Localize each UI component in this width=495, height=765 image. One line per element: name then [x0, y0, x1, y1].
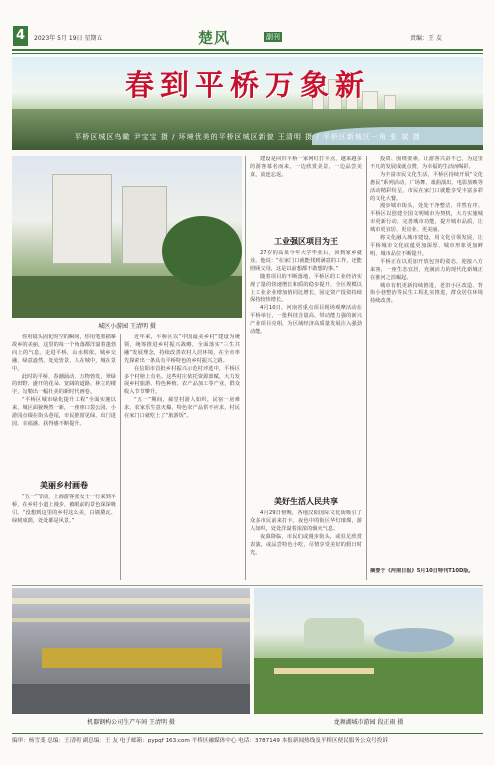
paragraph: 4月29日傍晚，各地汉阳国际文化街吸引了众多市民前来打卡，夜色中的街区华灯璀璨，游人如织，处处洋溢着浓浓的烟火气息。	[250, 510, 362, 532]
tree	[162, 216, 242, 286]
photo-caption: 机器钢构公司生产车间 王清明 摄	[87, 719, 175, 726]
issue-date: 2023年 5月 19日 星期五	[34, 35, 103, 42]
lake	[374, 628, 454, 652]
pavilion	[304, 618, 364, 648]
lake-park-photo	[254, 588, 483, 714]
factory-floor	[12, 684, 250, 714]
paragraph: 在信阳市首批乡村振兴示范村评选中，平桥区多个村榜上有名。这些村庄依托资源禀赋，大力发展乡村旅游、特色种植、农产品加工等产业，群众收入节节攀升。	[124, 365, 240, 396]
factory-photo	[12, 588, 250, 714]
paragraph: 建设是回归平桥一家网红打卡点，越来越多的游客慕名而来，一边欣赏美景，一边品尝美食，流连忘返。	[250, 156, 362, 178]
building-block	[52, 174, 112, 264]
roof-beam	[12, 618, 250, 622]
page-header	[0, 26, 495, 48]
banner-title: 春到平桥万象新	[124, 68, 370, 102]
paragraph: 城市有机更新持续推进，老旧小区改造、背街小巷整治等民生工程扎实推进，群众居住环境持续改善。	[370, 282, 483, 305]
photo-caption: 龙舞湖城市游园 段正雨 摄	[333, 719, 404, 726]
paragraph: 随着项目的不断落地，平桥区的工业经济实现了量的快速增长和质的稳步提升，全区规模以上工业企业增加值同比增长，固定资产投资持续保持较快增长。	[250, 273, 362, 304]
header-rule-thin	[12, 53, 483, 54]
photo-caption: 城区小游园 王清明 摄	[98, 323, 156, 330]
photo-rule	[12, 585, 483, 586]
masthead-tag: 副刊	[266, 33, 280, 41]
header-rule	[12, 49, 483, 51]
paragraph: 近年来，平桥区以“中国最美乡村”建设为统领，统筹推进乡村振兴战略，全面落实“三生共融”发展理念，持续改善农村人居环境，在全市率先探索出一条具有平桥特色的乡村振兴之路。	[124, 334, 240, 364]
article-column	[250, 510, 362, 580]
section-heading: 工业强区项目为王	[274, 237, 338, 246]
paragraph: 平桥正在以更加开放包容的姿态，迎接八方来客，一座生态宜居、充满活力的现代化新城正在淮河之滨崛起。	[370, 258, 483, 281]
meadow	[254, 658, 483, 714]
footer-rule	[12, 733, 483, 734]
article-column	[124, 334, 240, 580]
paragraph: 将文化融入城市建设，用文化引领发展，让平桥城市文化底蕴更加深厚、城市形象更加鲜明、城市品位不断提升。	[370, 235, 483, 257]
paragraph: “平桥区城市绿化提升工程”全面实施以来，城区面貌焕然一新，一座座口袋公园、小游园点缀在街头巷尾，市民推窗见绿，出门进园，幸福感、获得感不断提升。	[12, 397, 116, 427]
article-column	[12, 494, 116, 580]
column-rule	[245, 156, 246, 580]
paragraph: 此时的平桥，春潮涌动、万物勃发，翠绿的田野、盛开的花朵、宽阔的道路、林立的楼宇，勾勒出一幅壮美的新时代画卷。	[12, 373, 116, 396]
article-column	[250, 250, 362, 490]
paragraph: “五一”节前，上海游客张女士一行来到平桥，在乡村小道上漫步，被眼前的景色深深吸引。“没想到这里的乡村这么美，白墙黛瓦、绿树成荫，处处都是风景。”	[12, 494, 116, 524]
banner-caption: 平桥区城区鸟瞰 尹宝宝 摄 / 环境优美的平桥区城区新貌 王清明 摄 / 平桥区新城区一角 张 斌 摄	[74, 133, 421, 141]
page-number: 4	[13, 26, 28, 46]
banner-photo	[12, 57, 483, 150]
paragraph: 夜幕降临，市民们或漫步街头，或驻足欣赏表演，或品尝特色小吃，尽情享受美好的假日时光。	[250, 533, 362, 556]
source-note: 摘要于《河南日报》5月10日特刊T10D版。	[370, 568, 474, 574]
column-rule	[120, 334, 121, 580]
paragraph: 你用镜头固化时空的瞬间，你用笔墨描摹故乡的美丽，这里的每一个角落都洋溢着蓬勃向上的气息。走进平桥，山水相依，城乡交融，绿意盎然，处处皆景，人在城中，城在景中。	[12, 334, 116, 372]
paragraph: 投资、围绕要素，让游客兴奋不已，为这里不凡的发展成就点赞，为幸福的生活而喝彩。	[370, 156, 483, 170]
walkway	[274, 668, 374, 674]
park-photo	[12, 156, 242, 318]
crane	[42, 648, 222, 668]
footer-credits: 编审：杨雪斐 总编：王清明 副总编：王 友 电子邮箱：pypqf 163.com 平桥区融媒体中心 电话：3787149 本报新闻热线及平桥区便民服务公众号投诉	[12, 738, 388, 744]
article-column	[370, 156, 483, 566]
paragraph: 漫步城市街头，处处干净整洁、井然有序。平桥区以创建全国文明城市为契机，大力实施城市更新行动，完善城市功能，提升城市品质，让城市更宜居、更宜业、更美丽。	[370, 203, 483, 234]
section-heading: 美丽乡村画卷	[40, 481, 88, 490]
paragraph: 为丰富市民文化生活，平桥区持续开展“文化惠民”系列活动，广场舞、戏曲演出、电影放映等活动精彩纷呈，市民在家门口就能享受丰富多彩的文化大餐。	[370, 171, 483, 202]
article-column	[250, 156, 362, 226]
section-heading: 美好生活人民共享	[274, 497, 338, 506]
paragraph: 27岁的高某今年大学毕业后，回到家乡就业。他说：“在家门口就能找到满意的工作，还能照顾父母，这是以前想都不敢想的事。”	[250, 250, 362, 272]
paragraph: 4月10日，河南省重点项目现场观摩活动在平桥举行，一批科技含量高、带动能力强的新兴产业项目亮相，为区域经济高质量发展注入强劲动能。	[250, 305, 362, 336]
article-column	[12, 334, 116, 474]
column-rule	[366, 156, 367, 580]
paragraph: “五一”期间，郝堂村游人如织，民宿一房难求，农家乐生意火爆，特色农产品供不应求，村民在家门口就吃上了“旅游饭”。	[124, 397, 240, 420]
roof-beam	[12, 598, 250, 604]
building-block	[122, 186, 167, 264]
editor-credit: 责编：王 友	[410, 35, 442, 42]
masthead: 楚风	[198, 29, 231, 47]
